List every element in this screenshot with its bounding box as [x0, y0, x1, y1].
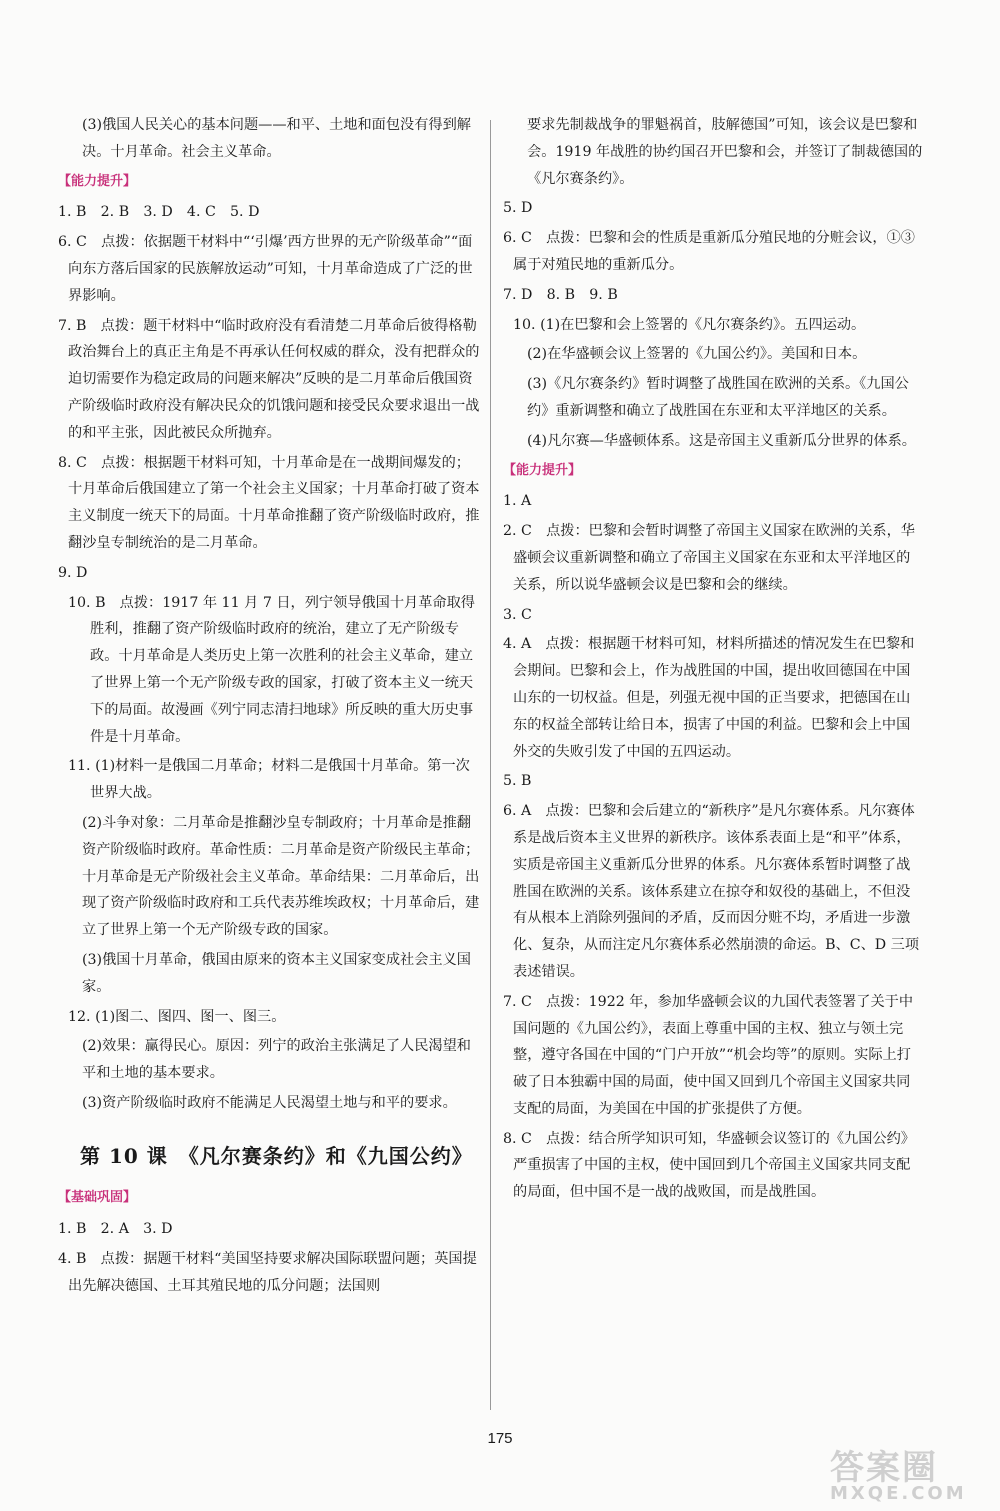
answer-item-11-1: 11. (1)材料一是俄国二月革命；材料二是俄国十月革命。第一次世界大战。 — [68, 758, 470, 802]
answer-item-7: 7. B 点拨：题干材料中“临时政府没有看清楚二月革命后彼得格勒政治舞台上的真正主角是不再承认任何权威的群众，没有把群众的迫切需要作为稳定政局的问题来解决”反映的是二月革命后俄国资产阶级临时政府没有解决民众的饥饿问题和接受民众要求退出一战的和平主张，因此被民众所抛弃。 — [58, 317, 480, 441]
answer-text: 要求先制裁战争的罪魁祸首，肢解德国”可知，该会议是巴黎和会。1919 年战胜的协约国召开巴黎和会，并签订了制裁德国的《凡尔赛条约》。 — [527, 117, 923, 187]
answer-item-10-3: (3)《凡尔赛条约》暂时调整了战胜国在欧洲的关系。《九国公约》重新调整和确立了战胜国在东亚和太平洋地区的关系。 — [527, 376, 909, 419]
answer-item-5: 5. B — [503, 773, 532, 790]
section-heading-ability: 【能力提升】 — [58, 173, 137, 189]
answer-item-6: 6. C 点拨：依据题干材料中“‘引爆’西方世界的无产阶级革命”“面向东方落后国家的民族解放运动”可知，十月革命造成了广泛的世界影响。 — [58, 234, 473, 304]
answer-item-9: 9. D — [58, 564, 88, 581]
answer-item-1: 1. A — [503, 493, 532, 510]
answer-item-12-3: (3)资产阶级临时政府不能满足人民渴望土地与和平的要求。 — [82, 1094, 457, 1111]
section-heading-ability: 【能力提升】 — [503, 462, 582, 478]
answer-item-8: 8. C 点拨：根据题干材料可知，十月革命是在一战期间爆发的；十月革命后俄国建立了第一个社会主义国家；十月革命打破了资本主义制度一统天下的局面。十月革命推翻了资产阶级临时政府，推翻沙皇专制统治的是二月革命。 — [58, 454, 480, 551]
lesson-title: 第 10 课 《凡尔赛条约》和《九国公约》 — [80, 1143, 473, 1168]
answer-item-3: 3. C — [503, 606, 532, 623]
answer-item-12-2: (2)效果：赢得民心。原因：列宁的政治主张满足了人民渴望和平和土地的基本要求。 — [82, 1038, 471, 1082]
watermark-url: MXQE.COM — [830, 1483, 967, 1504]
watermark-text: 答案圈 — [830, 1448, 938, 1488]
answer-item-7: 7. C 点拨：1922 年，参加华盛顿会议的九国代表签署了关于中国问题的《九国公约》，表面上尊重中国的主权、独立与领土完整，遵守各国在中国的“门户开放”“机会均等”的原则。实际上打破了日本独霸中国的局面，使中国又回到几个帝国主义国家共同支配的局面，为美国在中国的扩张提供了方便。 — [503, 993, 914, 1117]
answer-item-6: 6. C 点拨：巴黎和会的性质是重新瓜分殖民地的分赃会议，①③属于对殖民地的重新瓜分。 — [503, 230, 915, 273]
page-number: 175 — [487, 1430, 513, 1447]
answer-line: 7. D 8. B 9. B — [503, 286, 618, 303]
answer-item-5: 5. D — [503, 200, 533, 217]
answer-item-12-1: 12. (1)图二、图四、图一、图三。 — [68, 1008, 286, 1025]
answer-line: 1. B 2. B 3. D 4. C 5. D — [58, 204, 260, 221]
answer-item-4: 4. B 点拨：据题干材料“美国坚持要求解决国际联盟问题；英国提出先解决德国、土耳其殖民地的瓜分问题；法国则 — [58, 1251, 477, 1294]
column-divider — [490, 120, 491, 1410]
answer-line: 1. B 2. A 3. D — [58, 1221, 173, 1238]
answer-item-2: 2. C 点拨：巴黎和会暂时调整了帝国主义国家在欧洲的关系，华盛顿会议重新调整和确立了帝国主义国家在东亚和太平洋地区的关系，所以说华盛顿会议是巴黎和会的继续。 — [503, 523, 915, 593]
answer-item-4: 4. A 点拨：根据题干材料可知，材料所描述的情况发生在巴黎和会期间。巴黎和会上，作为战胜国的中国，提出收回德国在中国山东的一切权益。但是，列强无视中国的正当要求，把德国在山东的权益全部转让给日本，损害了中国的利益。巴黎和会上中国外交的失败引发了中国的五四运动。 — [503, 636, 915, 760]
answer-item-10: 10. B 点拨：1917 年 11 月 7 日，列宁领导俄国十月革命取得胜利，推翻了资产阶级临时政府的统治，建立了无产阶级专政。十月革命是人类历史上第一次胜利的社会主义革命，建立了世界上第一个无产阶级专政的国家，打破了资本主义一统天下的局面。故漫画《列宁同志清扫地球》所反映的重大历史事件是十月革命。 — [68, 594, 475, 745]
answer-item-6: 6. A 点拨：巴黎和会后建立的“新秩序”是凡尔赛体系。凡尔赛体系是战后资本主义世界的新秩序。该体系表面上是“和平”体系，实质是帝国主义重新瓜分世界的体系。凡尔赛体系暂时调整了战胜国在欧洲的关系。该体系建立在掠夺和奴役的基础上，不但没有从根本上消除列强间的矛盾，反而因分赃不均，矛盾进一步激化、复杂，从而注定凡尔赛体系必然崩溃的命运。B、C、D 三项表述错误。 — [503, 803, 920, 980]
answer-item-10-1: 10. (1)在巴黎和会上签署的《凡尔赛条约》。五四运动。 — [513, 316, 866, 333]
right-column — [503, 112, 923, 1209]
answer-item-10-2: (2)在华盛顿会议上签署的《九国公约》。美国和日本。 — [527, 346, 867, 363]
answer-item-11-2: (2)斗争对象：二月革命是推翻沙皇专制政府；十月革命是推翻资产阶级临时政府。革命性质：二月革命是资产阶级民主革命；十月革命是无产阶级社会主义革命。革命结果：二月革命后，出现了资产阶级临时政府和工兵代表苏维埃政权；十月革命后，建立了世界上第一个无产阶级专政的国家。 — [82, 814, 480, 939]
answer-item-10-4: (4)凡尔赛—华盛顿体系。这是帝国主义重新瓜分世界的体系。 — [527, 432, 916, 449]
left-column — [58, 112, 482, 1303]
watermark-logo — [830, 1440, 980, 1510]
answer-text: (3)俄国人民关心的基本问题——和平、土地和面包没有得到解决。十月革命。社会主义革命。 — [82, 117, 471, 160]
section-heading-basic: 【基础巩固】 — [58, 1190, 137, 1206]
answer-item-8: 8. C 点拨：结合所学知识可知，华盛顿会议签订的《九国公约》严重损害了中国的主权，使中国回到几个帝国主义国家共同支配的局面，但中国不是一战的战败国，而是战胜国。 — [503, 1130, 915, 1201]
answer-item-11-3: (3)俄国十月革命，俄国由原来的资本主义国家变成社会主义国家。 — [82, 951, 471, 995]
